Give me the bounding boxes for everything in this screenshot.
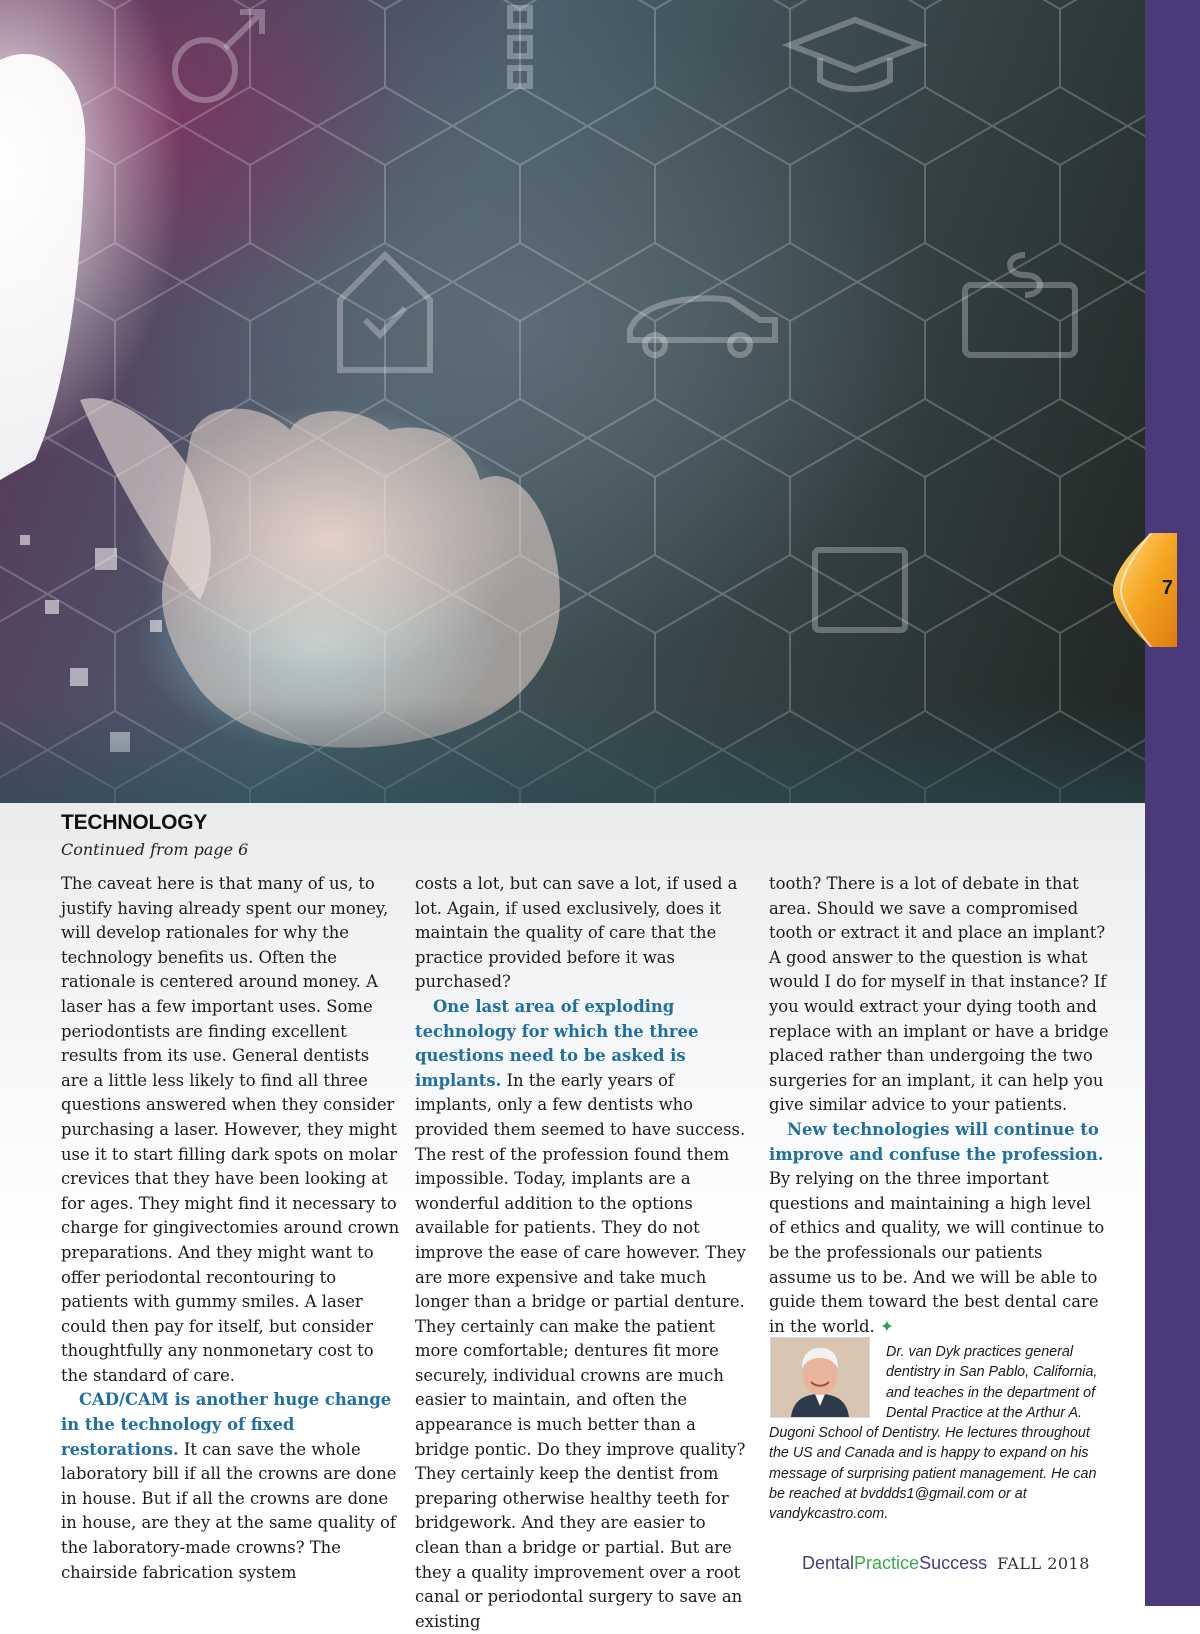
article-column-2: [415, 872, 755, 1634]
author-bio: [769, 1342, 1099, 1525]
highlight-lead: New technologies will continue to improve and confuse the profession.: [769, 1119, 1104, 1164]
paragraph: costs a lot, but can save a lot, if used a lot. Again, if used exclusively, does it maintain the quality of care that the practice provided before it was purchased?: [415, 874, 738, 992]
section-heading: TECHNOLOGY: [61, 811, 208, 834]
paragraph: tooth? There is a lot of debate in that area. Should we save a compromised tooth or extract it and place an implant? A good answer to the question is what would I do for myself in that instance? If you would extract your dying tooth and replace with an implant or have a bridge placed rather than undergoing the two surgeries for an implant, it can help you give similar advice to your patients.: [769, 874, 1109, 1115]
brand-practice: Practice: [854, 1553, 920, 1573]
side-color-bar: [1145, 0, 1200, 1606]
paragraph: [769, 1118, 1109, 1339]
page-number-tab: [1113, 533, 1177, 647]
hero-fade: [0, 700, 1145, 803]
issue-date: FALL 2018: [997, 1554, 1090, 1573]
highlight-lead: One last area of exploding technology for which the three questions need to be asked is implants.: [415, 996, 699, 1090]
page-number: 7: [1161, 577, 1173, 599]
end-mark-icon: ✦: [879, 1316, 894, 1336]
paragraph-text: In the early years of implants, only a few dentists who provided them seemed to have success. The rest of the profession found them impossible. Today, implants are a wonderful addition to the options available for patients. They do not improve the ease of care however. They are more expensive and take much longer than a bridge or partial denture. They certainly can make the patient more comfortable; dentures fit more securely, individual crowns are much easier to maintain, and often the appearance is much better than a bridge pontic. Do they improve quality? They certainly keep the dentist from preparing otherwise healthy teeth for bridgework. And they are easier to clean than a bridge or partial. But are they a quality improvement over a root canal or periodontal surgery to save an existing: [415, 1070, 746, 1631]
hexagon-grid-overlay: [0, 0, 1145, 803]
article-column-3: [769, 872, 1109, 1339]
paragraph-text: It can save the whole laboratory bill if all the crowns are done in house. But if all the crowns are done in house, are they at the same quality of the laboratory-made crowns? The chairside fabrication system: [61, 1439, 397, 1582]
paragraph: [415, 995, 755, 1634]
hero-image: [0, 0, 1145, 803]
paragraph-text: By relying on the three important questions and maintaining a high level of ethics and quality, we will continue to be the professionals our patients assume us to be. And we will be able to guide them toward the best dental care in the world.: [769, 1169, 1105, 1336]
highlight-lead: CAD/CAM is another huge change in the technology of fixed restorations.: [61, 1390, 392, 1459]
brand-success: Success: [919, 1553, 988, 1573]
brand-dental: Dental: [802, 1553, 855, 1573]
article-column-1: [61, 872, 401, 1585]
bio-text: Dr. van Dyk practices general dentistry in San Pablo, California, and teaches in the department of Dental Practice at the Arthur A. Dugoni School of Dentistry. He lectures throughout the US and Canada and is happy to expand on his message of surprising patient management. He can be reached at bvddds1@gmail.com or at vandykcastro.com.: [769, 1344, 1098, 1523]
continued-from-note: Continued from page 6: [61, 840, 249, 859]
paragraph: [61, 1388, 401, 1585]
bio-photo-spacer: [769, 1342, 886, 1422]
paragraph: The caveat here is that many of us, to justify having already spent our money, will develop rationales for why the technology benefits us. Often the rationale is centered around money. A laser has a few important uses. Some periodontists are finding excellent results from its use. General dentists are a little less likely to find all three questions answered when they consider purchasing a laser. However, they might use it to start filling dark spots on molar crevices that they have been looking at for ages. They might find it necessary to charge for gingivectomies around crown preparations. And they might want to offer periodontal recontouring to patients with gummy smiles. A laser could then pay for itself, but consider thoughtfully any nonmonetary cost to the standard of care.: [61, 874, 400, 1385]
page-footer: [802, 1553, 1090, 1574]
